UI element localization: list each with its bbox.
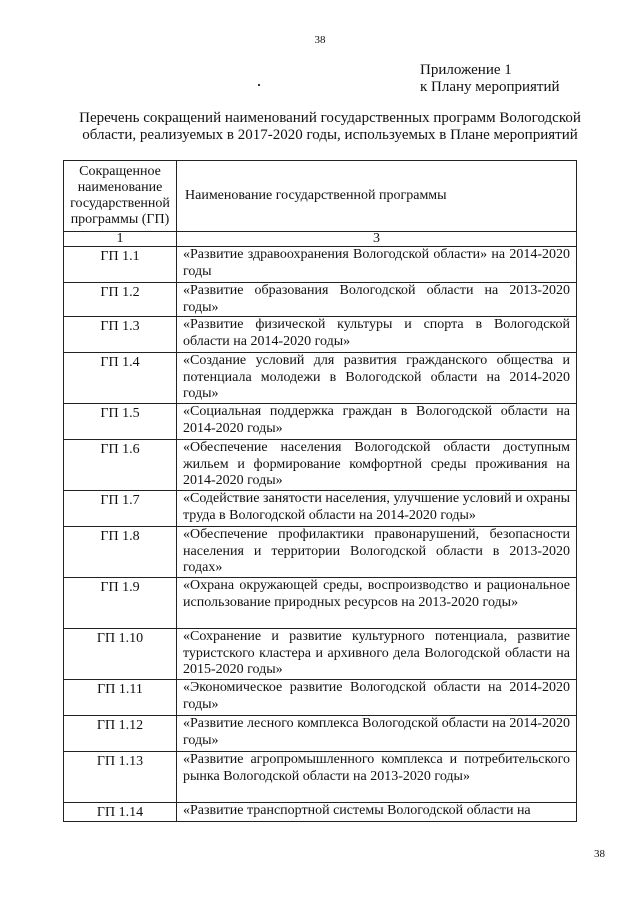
program-code: ГП 1.4: [64, 353, 177, 404]
appendix-line-2: к Плану мероприятий: [420, 79, 560, 95]
header-abbreviation-line: Сокращенное: [79, 164, 161, 179]
table-row: [64, 353, 577, 404]
column-number-1: 1: [64, 232, 177, 247]
table-row: [64, 578, 577, 629]
program-name: «Социальная поддержка граждан в Вологодской области на 2014-2020 годы»: [177, 404, 577, 440]
program-code: ГП 1.8: [64, 527, 177, 578]
program-code: ГП 1.9: [64, 578, 177, 629]
program-code: ГП 1.6: [64, 440, 177, 491]
program-code: ГП 1.14: [64, 803, 177, 822]
table-row: [64, 491, 577, 527]
table-row: [64, 716, 577, 752]
table-row: [64, 527, 577, 578]
header-abbreviation-line: наименование: [77, 180, 163, 195]
program-name: «Обеспечение населения Вологодской области доступным жильем и формирование комфортной среды проживания на 2014-2020 годы»: [177, 440, 577, 491]
program-name: «Обеспечение профилактики правонарушений, безопасности населения и территории Вологодской области в 2013-2020 годах»: [177, 527, 577, 578]
table-row: [64, 680, 577, 716]
title-line-1: Перечень сокращений наименований государственных программ Вологодской: [79, 110, 581, 126]
program-code: ГП 1.12: [64, 716, 177, 752]
title-line-2: области, реализуемых в 2017-2020 годы, используемых в Плане мероприятий: [82, 127, 578, 143]
page-number-bottom: 38: [594, 848, 605, 860]
table-row: [64, 283, 577, 317]
table-row: [64, 247, 577, 283]
appendix-line-1: Приложение 1: [420, 62, 512, 78]
program-name: «Развитие агропромышленного комплекса и потребительского рынка Вологодской области на 2013-2020 годы»: [177, 752, 577, 803]
programs-table: [63, 160, 577, 822]
program-code: ГП 1.7: [64, 491, 177, 527]
program-name: «Развитие здравоохранения Вологодской области» на 2014-2020 годы: [177, 247, 577, 283]
program-name: «Развитие образования Вологодской области на 2013-2020 годы»: [177, 283, 577, 317]
program-code: ГП 1.1: [64, 247, 177, 283]
table-row: [64, 404, 577, 440]
program-name: «Развитие транспортной системы Вологодской области на: [177, 803, 577, 822]
program-code: ГП 1.11: [64, 680, 177, 716]
table-row: [64, 440, 577, 491]
column-number-3: 3: [177, 232, 577, 247]
program-code: ГП 1.2: [64, 283, 177, 317]
header-abbreviation-line: государственной: [70, 196, 170, 211]
program-name: «Создание условий для развития гражданского общества и потенциала молодежи в Вологодской области на 2014-2020 годы»: [177, 353, 577, 404]
program-name: «Экономическое развитие Вологодской области на 2014-2020 годы»: [177, 680, 577, 716]
program-name: «Содействие занятости населения, улучшение условий и охраны труда в Вологодской области на 2014-2020 годы»: [177, 491, 577, 527]
stray-mark: [258, 84, 260, 86]
program-name: «Охрана окружающей среды, воспроизводство и рациональное использование природных ресурсов на 2013-2020 годы»: [177, 578, 577, 629]
program-code: ГП 1.5: [64, 404, 177, 440]
program-code: ГП 1.10: [64, 629, 177, 680]
header-abbreviation-line: программы (ГП): [70, 212, 170, 227]
page-number-top: 38: [314, 34, 326, 46]
program-code: ГП 1.13: [64, 752, 177, 803]
table-row: [64, 803, 577, 822]
program-name: «Сохранение и развитие культурного потенциала, развитие туристского кластера и архивного дела Вологодской области на 2015-2020 годы»: [177, 629, 577, 680]
program-code: ГП 1.3: [64, 317, 177, 353]
table-row: [64, 752, 577, 803]
appendix-caption: [420, 62, 560, 96]
header-abbreviation: [64, 161, 177, 232]
document-title: [60, 110, 600, 144]
header-program-name: Наименование государственной программы: [177, 161, 577, 232]
table-header-row: [64, 161, 577, 232]
table-row: [64, 317, 577, 353]
program-name: «Развитие лесного комплекса Вологодской области на 2014-2020 годы»: [177, 716, 577, 752]
program-name: «Развитие физической культуры и спорта в Вологодской области на 2014-2020 годы»: [177, 317, 577, 353]
column-number-row: [64, 232, 577, 247]
table-row: [64, 629, 577, 680]
